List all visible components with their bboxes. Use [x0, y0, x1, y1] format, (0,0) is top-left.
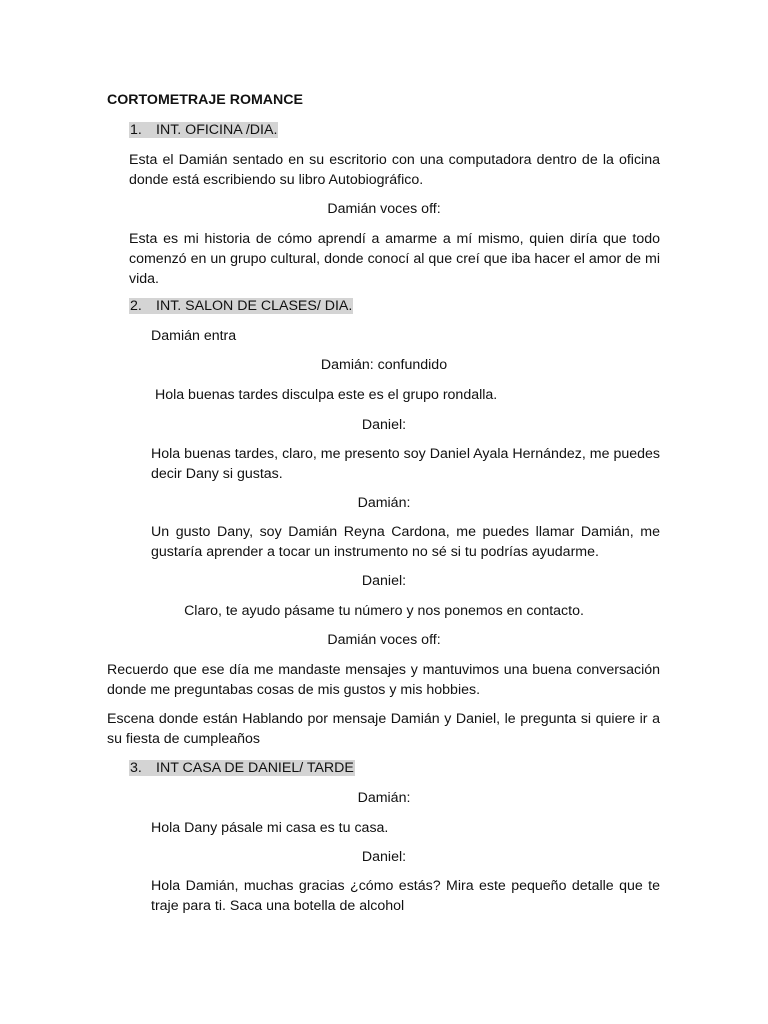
- action-paragraph: Damián entra: [151, 328, 237, 344]
- action-paragraph: Escena donde están Hablando por mensaje Damián y Daniel, le pregunta si quiere ir a su fiesta de cumpleaños: [107, 711, 660, 747]
- character-cue: Daniel:: [361, 849, 407, 865]
- scene-label: INT CASA DE DANIEL/ TARDE: [156, 760, 354, 776]
- dialogue-paragraph: Recuerdo que ese día me mandaste mensajes y mantuvimos una buena conversación donde me preguntabas cosas de mis gustos y mis hobbies.: [107, 662, 660, 698]
- character-cue: Damián:: [357, 790, 411, 806]
- scene-heading-3: [129, 758, 355, 778]
- scene-number: 3.: [130, 760, 142, 776]
- character-cue: Daniel:: [361, 417, 407, 433]
- dialogue-paragraph: Hola Dany pásale mi casa es tu casa.: [151, 820, 389, 836]
- action-paragraph: Esta el Damián sentado en su escritorio con una computadora dentro de la oficina donde está escribiendo su libro Autobiográfico.: [129, 152, 660, 188]
- dialogue-paragraph: Un gusto Dany, soy Damián Reyna Cardona, me puedes llamar Damián, me gustaría aprender a tocar un instrumento no sé si tu podrías ayudarme.: [151, 524, 660, 560]
- character-cue: Damián voces off:: [327, 201, 441, 217]
- character-cue: Daniel:: [361, 573, 407, 589]
- scene-heading-1: [129, 120, 278, 140]
- scene-heading-2: [129, 296, 353, 316]
- dialogue-paragraph: Esta es mi historia de cómo aprendí a amarme a mí mismo, quien diría que todo comenzó en un grupo cultural, donde conocí al que creí que iba hacer el amor de mi vida.: [129, 231, 660, 287]
- dialogue-paragraph: Claro, te ayudo pásame tu número y nos ponemos en contacto.: [184, 603, 584, 619]
- document-title: CORTOMETRAJE ROMANCE: [107, 92, 304, 108]
- scene-label: INT. OFICINA /DIA.: [156, 122, 278, 138]
- dialogue-paragraph: Hola buenas tardes disculpa este es el grupo rondalla.: [151, 387, 498, 403]
- character-cue: Damián voces off:: [327, 632, 441, 648]
- character-cue: Damián: confundido: [320, 357, 448, 373]
- dialogue-paragraph: Hola Damián, muchas gracias ¿cómo estás? Mira este pequeño detalle que te traje para ti. Saca una botella de alcohol: [151, 878, 660, 914]
- scene-number: 2.: [130, 298, 142, 314]
- scene-label: INT. SALON DE CLASES/ DIA.: [156, 298, 353, 314]
- character-cue: Damián:: [357, 495, 411, 511]
- dialogue-paragraph: Hola buenas tardes, claro, me presento soy Daniel Ayala Hernández, me puedes decir Dany si gustas.: [151, 446, 660, 482]
- scene-number: 1.: [130, 122, 142, 138]
